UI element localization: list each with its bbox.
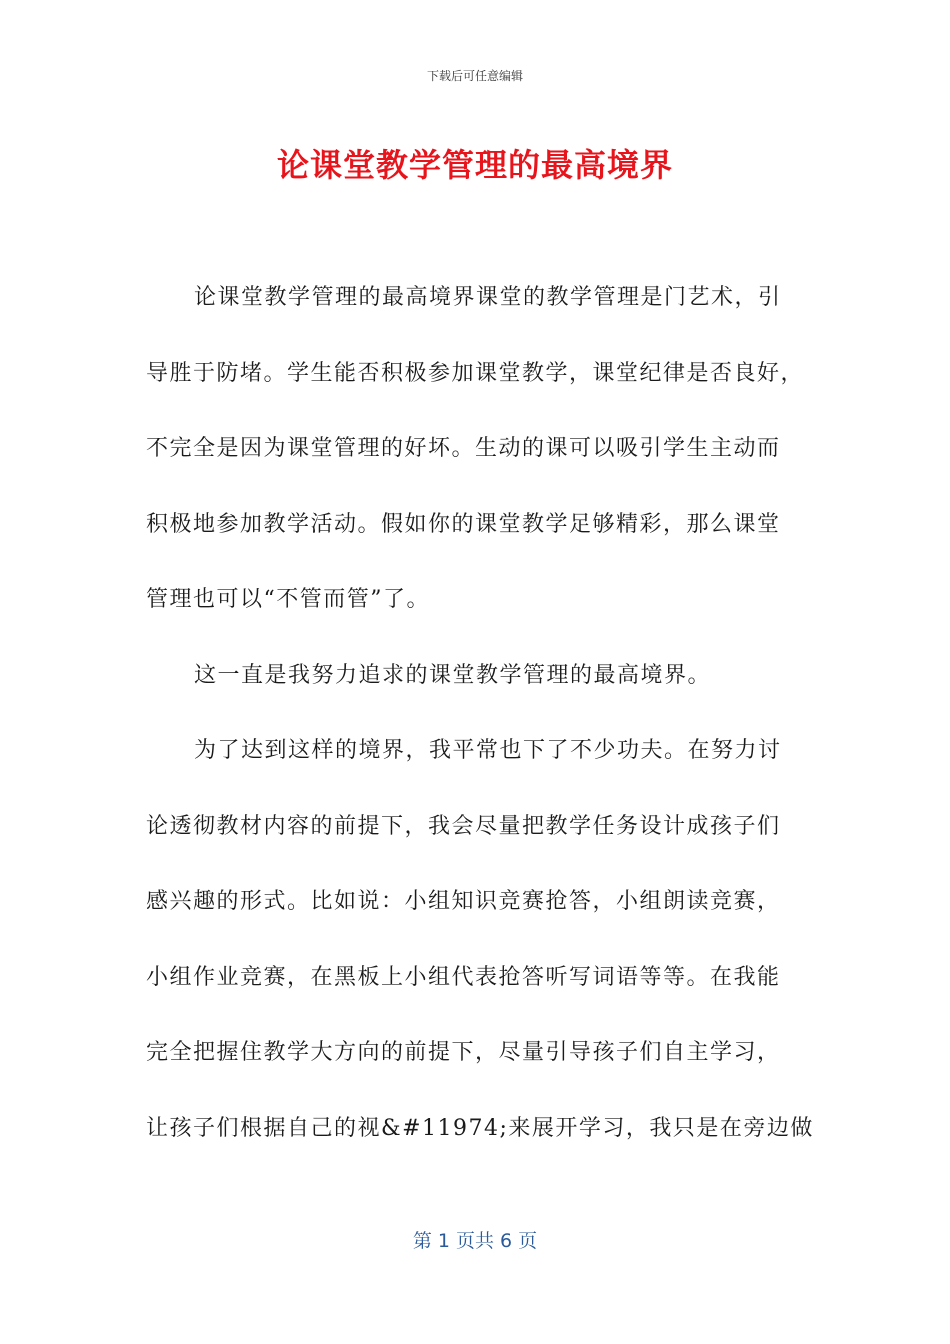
document-title: 论课堂教学管理的最高境界 [276,146,673,184]
paragraph-line: 让孩子们根据自己的视&#11974;来展开学习，我只是在旁边做 [146,1115,814,1141]
page-number-footer: 第 1 页共 6 页 [412,1230,538,1252]
paragraph-line: 这一直是我努力追求的课堂教学管理的最高境界。 [194,662,712,688]
paragraph-line: 论透彻教材内容的前提下，我会尽量把教学任务设计成孩子们 [146,813,781,839]
paragraph-line: 积极地参加教学活动。假如你的课堂教学足够精彩，那么课堂 [146,511,781,537]
header-note: 下载后可任意编辑 [426,69,523,83]
paragraph-line: 管理也可以“不管而管”了。 [146,587,430,612]
paragraph-line: 论课堂教学管理的最高境界课堂的教学管理是门艺术，引 [194,285,782,310]
paragraph-line: 不完全是因为课堂管理的好坏。生动的课可以吸引学生主动而 [146,436,781,461]
document-body [146,278,814,1184]
paragraph-line: 导胜于防堵。学生能否积极参加课堂教学，课堂纪律是否良好， [146,360,805,386]
paragraph-line: 感兴趣的形式。比如说：小组知识竞赛抢答，小组朗读竞赛， [146,889,781,914]
paragraph-line: 完全把握住教学大方向的前提下，尽量引导孩子们自主学习， [146,1040,781,1065]
paragraph-line: 小组作业竞赛，在黑板上小组代表抢答听写词语等等。在我能 [146,964,781,990]
paragraph-line: 为了达到这样的境界，我平常也下了不少功夫。在努力讨 [194,738,782,763]
